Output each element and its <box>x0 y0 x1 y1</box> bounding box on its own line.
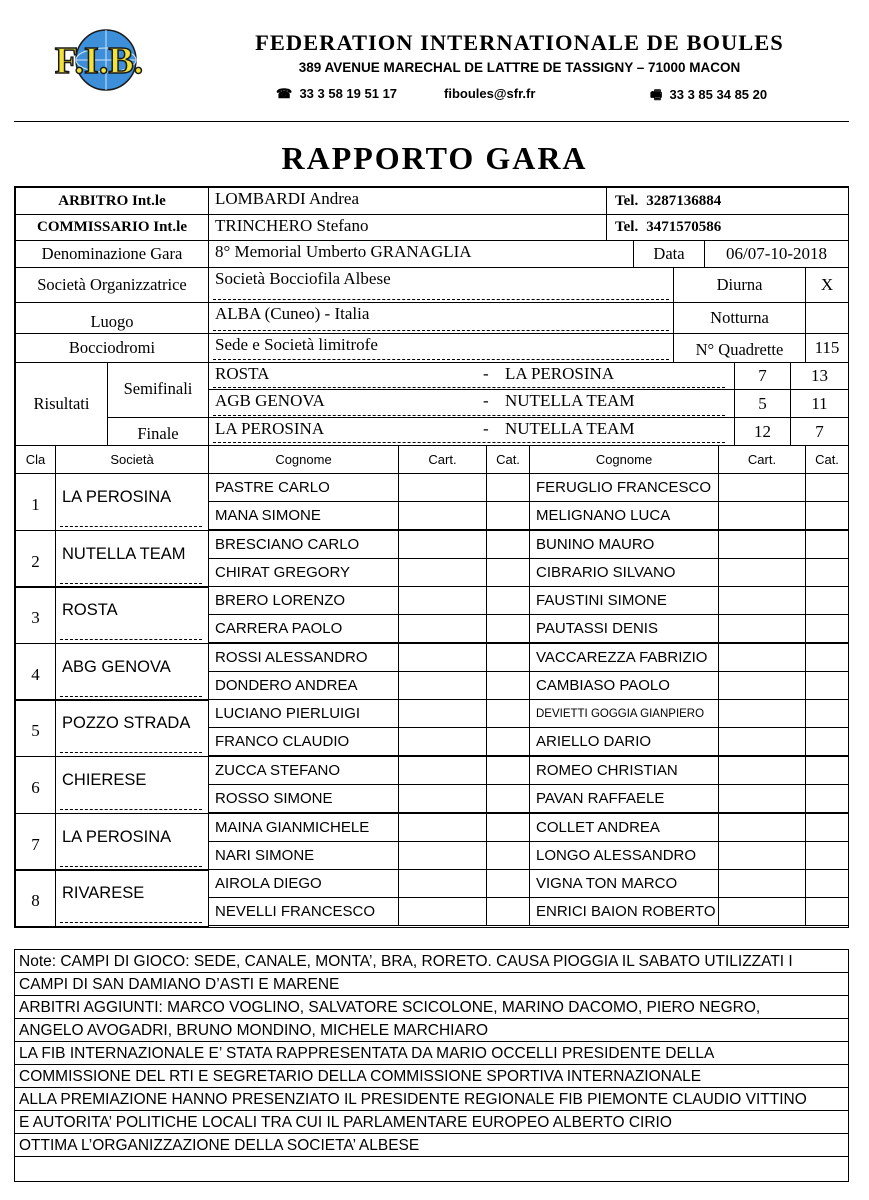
player-name: ZUCCA STEFANO <box>208 756 399 785</box>
cat-cell <box>805 586 849 615</box>
arbitro-tel-label: Tel. <box>615 192 639 209</box>
cat-cell <box>486 671 530 700</box>
team-name: LA PEROSINA <box>55 473 209 531</box>
cart-cell <box>398 756 487 785</box>
email-address: fiboules@sfr.fr <box>444 86 536 101</box>
cat-cell <box>805 699 849 728</box>
cat-cell <box>805 558 849 587</box>
federation-title: FEDERATION INTERNATIONALE DE BOULES <box>255 30 784 55</box>
player-name: ENRICI BAION ROBERTO <box>529 897 719 926</box>
final-score-a: 12 <box>734 417 791 446</box>
match1-dash: - <box>483 364 489 383</box>
note-line: OTTIMA L’ORGANIZZAZIONE DELLA SOCIETA’ ALBESE <box>15 1134 848 1157</box>
cat-cell <box>486 784 530 813</box>
match1-team-a: ROSTA <box>215 364 270 383</box>
col-cat-1: Cat. <box>486 445 530 474</box>
cart-cell <box>398 501 487 530</box>
arbitro-name: LOMBARDI Andrea <box>208 187 607 215</box>
cart-cell <box>718 671 806 700</box>
player-name: FAUSTINI SIMONE <box>529 586 719 615</box>
cat-cell <box>805 813 849 842</box>
final-score-b: 7 <box>790 417 849 446</box>
document-title: RAPPORTO GARA <box>281 140 588 176</box>
cart-cell <box>718 643 806 672</box>
commissario-tel-number: 3471570586 <box>646 219 722 235</box>
cat-cell <box>486 727 530 756</box>
player-name: CIBRARIO SILVANO <box>529 558 719 587</box>
col-societa: Società <box>55 445 209 474</box>
cat-cell <box>805 643 849 672</box>
date-label: Data <box>633 240 705 268</box>
match-row-2 <box>208 389 735 418</box>
player-name: FRANCO CLAUDIO <box>208 727 399 756</box>
cart-cell <box>398 897 487 926</box>
cart-cell <box>718 727 806 756</box>
cart-cell <box>398 784 487 813</box>
team-name: ROSTA <box>55 586 209 644</box>
cart-cell <box>718 841 806 870</box>
note-line: ANGELO AVOGADRI, BRUNO MONDINO, MICHELE MARCHIARO <box>15 1019 848 1042</box>
player-name: PASTRE CARLO <box>208 473 399 502</box>
cart-cell <box>398 841 487 870</box>
note-line: ALLA PREMIAZIONE HANNO PRESENZIATO IL PRESIDENTE REGIONALE FIB PIEMONTE CLAUDIO VITTINO <box>15 1088 848 1111</box>
final-team-b: NUTELLA TEAM <box>505 419 635 438</box>
rank-number: 4 <box>15 643 56 701</box>
cat-cell <box>486 473 530 502</box>
cart-cell <box>718 869 806 898</box>
arbitro-label: ARBITRO Int.le <box>15 187 209 215</box>
rank-number: 8 <box>15 869 56 927</box>
note-line: ARBITRI AGGIUNTI: MARCO VOGLINO, SALVATORE SCICOLONE, MARINO DACOMO, PIERO NEGRO, <box>15 996 848 1019</box>
cat-cell <box>805 473 849 502</box>
cat-cell <box>805 530 849 559</box>
rank-number: 3 <box>15 586 56 644</box>
cart-cell <box>398 558 487 587</box>
place-label: Luogo <box>15 302 209 334</box>
match2-score-a: 5 <box>734 389 791 418</box>
cart-cell <box>398 530 487 559</box>
cart-cell <box>398 671 487 700</box>
cat-cell <box>486 869 530 898</box>
cat-cell <box>805 784 849 813</box>
rank-number: 7 <box>15 813 56 871</box>
phone-contact <box>276 86 397 102</box>
team-name: ABG GENOVA <box>55 643 209 701</box>
player-name: MELIGNANO LUCA <box>529 501 719 530</box>
cart-cell <box>718 473 806 502</box>
cart-cell <box>398 473 487 502</box>
player-name: PAUTASSI DENIS <box>529 614 719 643</box>
federation-address: 389 AVENUE MARECHAL DE LATTRE DE TASSIGNY – 71000 MACON <box>298 60 741 75</box>
cat-cell <box>486 501 530 530</box>
cat-cell <box>486 756 530 785</box>
header-divider <box>14 121 849 122</box>
player-name: ROMEO CHRISTIAN <box>529 756 719 785</box>
player-name: CHIRAT GREGORY <box>208 558 399 587</box>
player-name: DONDERO ANDREA <box>208 671 399 700</box>
team-name: CHIERESE <box>55 756 209 814</box>
player-name: ROSSO SIMONE <box>208 784 399 813</box>
cat-cell <box>805 897 849 926</box>
cat-cell <box>486 699 530 728</box>
final-team-a: LA PEROSINA <box>215 419 325 438</box>
email-contact <box>444 86 535 101</box>
phone-number: 33 3 58 19 51 17 <box>299 86 398 101</box>
player-name: CARRERA PAOLO <box>208 614 399 643</box>
match2-dash: - <box>483 391 489 410</box>
team-name: POZZO STRADA <box>55 699 209 757</box>
competition-name-label: Denominazione Gara <box>15 240 209 268</box>
player-name: LONGO ALESSANDRO <box>529 841 719 870</box>
player-name: PAVAN RAFFAELE <box>529 784 719 813</box>
player-name: MAINA GIANMICHELE <box>208 813 399 842</box>
cat-cell <box>486 897 530 926</box>
teams-count-label: N° Quadrette <box>673 333 806 363</box>
fax-contact <box>650 86 767 108</box>
player-name: ROSSI ALESSANDRO <box>208 643 399 672</box>
player-name: BRESCIANO CARLO <box>208 530 399 559</box>
cat-cell <box>805 869 849 898</box>
cat-cell <box>486 813 530 842</box>
cat-cell <box>486 530 530 559</box>
note-line: Note: CAMPI DI GIOCO: SEDE, CANALE, MONTA’, BRA, RORETO. CAUSA PIOGGIA IL SABATO UTILIZZATI I <box>15 950 848 973</box>
cart-cell <box>398 614 487 643</box>
player-name: MANA SIMONE <box>208 501 399 530</box>
player-name: FERUGLIO FRANCESCO <box>529 473 719 502</box>
cat-cell <box>805 614 849 643</box>
cart-cell <box>398 643 487 672</box>
cart-cell <box>398 727 487 756</box>
commissario-label: COMMISSARIO Int.le <box>15 214 209 241</box>
col-cart-1: Cart. <box>398 445 487 474</box>
fib-logo <box>26 26 172 94</box>
cart-cell <box>718 614 806 643</box>
col-cognome-2: Cognome <box>529 445 719 474</box>
player-name: DEVIETTI GOGGIA GIANPIERO <box>529 699 719 728</box>
organizer-name: Società Bocciofila Albese <box>208 267 674 303</box>
match2-score-b: 11 <box>790 389 849 418</box>
cart-cell <box>718 558 806 587</box>
cart-cell <box>398 869 487 898</box>
player-name: VACCAREZZA FABRIZIO <box>529 643 719 672</box>
note-line: CAMPI DI SAN DAMIANO D’ASTI E MARENE <box>15 973 848 996</box>
rank-number: 5 <box>15 699 56 757</box>
rank-number: 6 <box>15 756 56 814</box>
player-name: AIROLA DIEGO <box>208 869 399 898</box>
player-name: BUNINO MAURO <box>529 530 719 559</box>
arbitro-tel <box>606 187 849 215</box>
competition-name: 8° Memorial Umberto GRANAGLIA <box>208 240 634 268</box>
night-label: Notturna <box>673 302 806 334</box>
cart-cell <box>718 699 806 728</box>
player-name: CAMBIASO PAOLO <box>529 671 719 700</box>
cart-cell <box>718 784 806 813</box>
teams-count: 115 <box>805 333 849 363</box>
phone-icon: ☎ <box>276 86 293 101</box>
cat-cell <box>486 614 530 643</box>
cart-cell <box>718 756 806 785</box>
cat-cell <box>805 841 849 870</box>
fax-icon: 🖷 <box>650 87 663 102</box>
match2-team-b: NUTELLA TEAM <box>505 391 635 410</box>
cat-cell <box>805 756 849 785</box>
player-name: LUCIANO PIERLUIGI <box>208 699 399 728</box>
fax-number: 33 3 85 34 85 20 <box>669 87 768 102</box>
report-table <box>14 186 849 928</box>
player-name: VIGNA TON MARCO <box>529 869 719 898</box>
note-line <box>15 1157 848 1180</box>
match2-team-a: AGB GENOVA <box>215 391 325 410</box>
day-label: Diurna <box>673 267 806 303</box>
cart-cell <box>718 897 806 926</box>
cart-cell <box>718 501 806 530</box>
semifinal-label: Semifinali <box>107 362 209 418</box>
commissario-tel <box>606 214 849 241</box>
notes-box <box>14 949 849 1182</box>
cart-cell <box>718 530 806 559</box>
cart-cell <box>398 699 487 728</box>
match1-score-b: 13 <box>790 362 849 390</box>
cat-cell <box>805 501 849 530</box>
player-name: NEVELLI FRANCESCO <box>208 897 399 926</box>
night-mark <box>805 302 849 334</box>
competition-date: 06/07-10-2018 <box>704 240 849 268</box>
col-cognome-1: Cognome <box>208 445 399 474</box>
player-name: ARIELLO DARIO <box>529 727 719 756</box>
cart-cell <box>718 813 806 842</box>
organizer-label: Società Organizzatrice <box>15 267 209 303</box>
results-label: Risultati <box>15 362 108 446</box>
venues-label: Bocciodromi <box>15 333 209 363</box>
cat-cell <box>805 671 849 700</box>
match-row-1 <box>208 362 735 390</box>
cat-cell <box>486 558 530 587</box>
player-name: COLLET ANDREA <box>529 813 719 842</box>
commissario-name: TRINCHERO Stefano <box>208 214 607 241</box>
col-cat-2: Cat. <box>805 445 849 474</box>
match1-score-a: 7 <box>734 362 791 390</box>
col-cart-2: Cart. <box>718 445 806 474</box>
cart-cell <box>398 813 487 842</box>
player-name: NARI SIMONE <box>208 841 399 870</box>
place-name: ALBA (Cuneo) - Italia <box>208 302 674 334</box>
team-name: RIVARESE <box>55 869 209 927</box>
match-row-final <box>208 417 735 446</box>
match1-team-b: LA PEROSINA <box>505 364 615 383</box>
venues-name: Sede e Società limitrofe <box>208 333 674 363</box>
note-line: E AUTORITA’ POLITICHE LOCALI TRA CUI IL PARLAMENTARE EUROPEO ALBERTO CIRIO <box>15 1111 848 1134</box>
note-line: COMMISSIONE DEL RTI E SEGRETARIO DELLA COMMISSIONE SPORTIVA INTERNAZIONALE <box>15 1065 848 1088</box>
player-name: BRERO LORENZO <box>208 586 399 615</box>
col-cla: Cla <box>15 445 56 474</box>
day-mark: X <box>805 267 849 303</box>
rank-number: 1 <box>15 473 56 531</box>
team-name: NUTELLA TEAM <box>55 530 209 588</box>
cat-cell <box>486 586 530 615</box>
cart-cell <box>398 586 487 615</box>
note-line: LA FIB INTERNAZIONALE E’ STATA RAPPRESENTATA DA MARIO OCCELLI PRESIDENTE DELLA <box>15 1042 848 1065</box>
cat-cell <box>486 841 530 870</box>
rank-number: 2 <box>15 530 56 588</box>
final-dash: - <box>483 419 489 438</box>
team-name: LA PEROSINA <box>55 813 209 871</box>
arbitro-tel-number: 3287136884 <box>646 192 722 209</box>
logo-text: F.I.B. <box>54 40 144 82</box>
cat-cell <box>486 643 530 672</box>
commissario-tel-label: Tel. <box>615 219 639 235</box>
cat-cell <box>805 727 849 756</box>
cart-cell <box>718 586 806 615</box>
final-label: Finale <box>107 417 209 446</box>
